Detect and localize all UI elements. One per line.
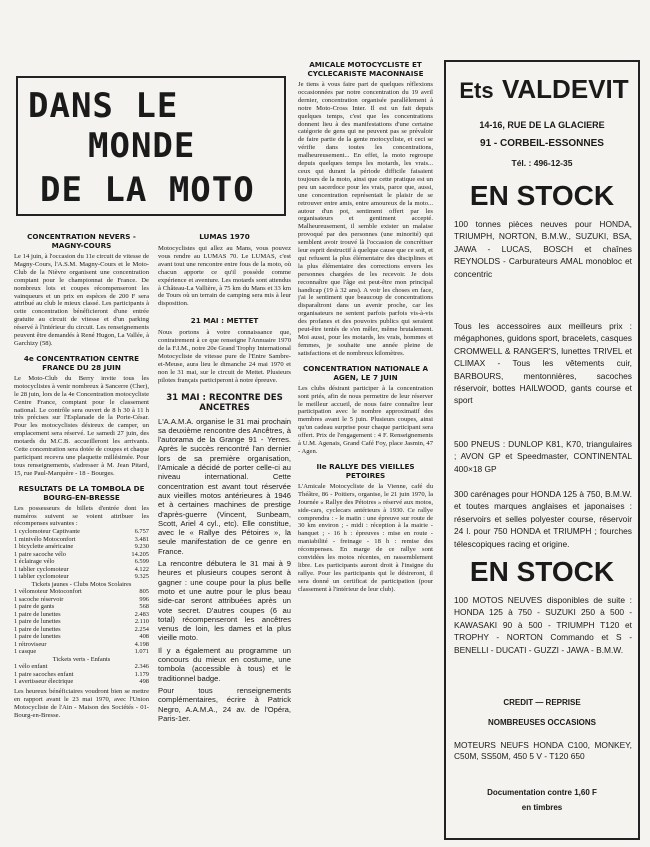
headline-line-2: MONDE xyxy=(88,126,196,166)
tombola-list-item xyxy=(14,588,149,596)
tombola-list-item xyxy=(14,603,149,611)
ad-stock-1-text-2: Tous les accessoires aux meilleurs prix : mégaphones, guidons sport, bracelets, casques CROMWELL & RANGER'S, lunettes TRIVEL et CLIMAX - Tous les vêtements cuir, BARBOURS, mentonnières, sacoches réservoir, bottes HAILWOOD, gants course et sport xyxy=(454,321,632,406)
tombola-list-item xyxy=(14,528,149,536)
ad-address-2: 91 - CORBEIL-ESSONNES xyxy=(480,138,604,149)
tombola-prize: 1 tablier cyclomoteur xyxy=(14,565,69,573)
tombola-prize: 1 rétroviseur xyxy=(14,640,47,648)
tombola-prize: 1 paire de gants xyxy=(14,603,55,611)
tombola-list-item xyxy=(14,566,149,574)
section-ancetres-p1: L'A.A.M.A. organise le 31 mai prochain sa deuxième rencontre des Ancêtres, à l'autorama de la Grange 91 - Yerres. Après le succès rencontré l'an dernier lors de sa première organisation, l'Amicale a décidé de porter celle-ci au niveau international. Cette concentration est avant tout réservée aux vieilles motos antérieures à 1946 et à certaines machines de prestige d'après-guerre (Vincent, Sunbeam, Scott, Ariel 4 cyl., etc). Elle constitue, avec le « Rallye des Pétoires », la seule manifestation de ce genre en France. xyxy=(158,416,291,556)
section-lumas-title: LUMAS 1970 xyxy=(199,232,250,241)
tombola-list-item xyxy=(14,543,149,551)
tombola-prize: 1 avertisseur électrique xyxy=(14,678,74,686)
tombola-prize: 1 paire de lunettes xyxy=(14,610,61,618)
section-ancetres-title: 31 MAI : RECONTRE DES ANCETRES xyxy=(166,392,283,413)
tombola-prize: 1 paire sacoche vélo xyxy=(14,550,66,558)
tombola-prize: 1 tablier cyclomoteur xyxy=(14,573,69,581)
tombola-number: 1.071 xyxy=(134,648,149,656)
tombola-list-item xyxy=(14,626,149,634)
ad-stock-1-text-3: 500 PNEUS : DUNLOP K81, K70, triangulaires ; AVON GP et Speedmaster, CONTINENTAL 400×18 GP xyxy=(454,439,632,474)
tombola-list-item xyxy=(14,663,149,671)
section-rallye-title: IIe RALLYE DES VIEILLES PETOIRES xyxy=(316,461,415,480)
tombola-list-3 xyxy=(14,663,149,686)
section-agen-body: Les clubs désirant participer à la concentration sont priés, afin de nous permettre de leur réserver le meilleur accueil, de nous faire connaître leur participation avec le nombre approximatif des membres avant le 5 juin. Plusieurs coupes, ainsi qu'un cadeau surprise pour chaque participant sera offert. Prix de l'engagement : 4 F. Renseignements à U.M. Agenais, Grand Café Foy, place Jasmin, 47 - Agen. xyxy=(298,384,433,455)
section-lumas-body: Motocyclistes qui allez au Mans, vous pouvez vous rendre au LUMAS 70. Le LUMAS, c'est avant tout une rencontre entre fous de la moto, où chacun apporte ce qu'il possède comme expérience et aventure. Les motards sont attendus à Château-La Vallière, à 75 km du Mans et 33 km de Tours où un terrain de camping sera mis à leur disposition. xyxy=(158,245,291,308)
section-rallye-body: L'Amicale Motocycliste de la Vienne, café du Théâtre, 86 - Poitiers, organise, le 21 juin 1970, la Journée « Rallye des Pétoires » réservé aux motos, side-cars, cyclecars antérieurs à 1930. Ce rallye comprendra : - le matin : une épreuve sur route de 30 km environ ; - midi : réception à la mairie - banquet ; - 16 h : épreuves : mise en route - maniabilité - freinage - 18 h : remise des récompenses. En marge de ce rallye sont convidées les motos récentes, en rassemblement libre. Les participants auront droit à l'insigne du rallye. Pour les participants qui le désireront, il sera donné un certificat de participation (pour classement à l'intérieur de leur club). xyxy=(298,482,433,593)
section-tombola-outro: Les heureux bénéficiaires voudront bien se mettre en rapport avant le 23 mai 1970, avec l'Union Motocycliste de l'Ain - Maison des Sociétés - 01-Bourg-en-Bresse. xyxy=(14,687,149,719)
tombola-prize: 1 vélo enfant xyxy=(14,663,48,671)
section-ancetres-p2: La rencontre débutera le 31 mai à 9 heures et plusieurs coupes seront à gagner : une coupe pour la plus belle moto et une autre pour le plus beau side-car seront attribuées après un vote secret. D'autres coupes (6 au total) récompenseront les ancêtres venus de loin, les dames et la plus vieille moto. xyxy=(158,559,291,643)
tombola-number: 498 xyxy=(139,678,149,686)
tombola-prize: 1 éclairage vélo xyxy=(14,558,55,566)
tombola-prize: 1 casque xyxy=(14,648,37,656)
tombola-list-item xyxy=(14,596,149,604)
section-amicale-body: Je tiens à vous faire part de quelques réflexions occasionnées par notre concentration du 19 avril dernier, concentration organisée parallèlement à notre Moto-Cross Inter. Il est un fait depuis quelques temps, c'est que les concentrations donnent lieu à des manifestations d'une certaine catégorie de gens qui ne peuvent pas se prévaloir de faire partie de la gente motocycliste, et ceci se vérifie dans toutes les concentrations, malheureusement... En effet, la moto regroupe depuis quelques temps les motards, les vrais... ceux qui durant la période difficile faisaient toujours de la moto, ainsi que cette pratique est un peu un sacerdoce pour les vrais, parce que, aussi, une concentration représentait le plaisir de se retrouver entre amis, entre amoureux de la moto... autour d'un pot, sentiment offert par les organisateurs et gentiment accepté. Malheureusement, il semble exister un malaise provoqué par des personnes (une minorité) qui semblent avoir trouvé là l'occasion de concrétiser leur esprit destructif à quelque cause que ce soit, et qui refusent la plus élémentaire des disciplines et la plus élémentaire des corrections envers les personnes chargées de les recevoir. Je dois reconnaître que l'âge est peut-être mon principal handicap (19 à 32 ans). A voir les choses en face, j'ai le sentiment que beaucoup de concentrations disparaîtront dans un avenir proche, car les organisateurs ne sentent parfois parfois vis-à-vis des profanes et des pouvoirs publics qui seraient peut-être tentés de s'en mêler, même brutalement. Moi aussi, pour les motards, les vrais, hommes et femmes, je souhaite une année pleine de satisfactions et de nombreux kilomètres. xyxy=(298,81,433,357)
tombola-prize: 1 paire de lunettes xyxy=(14,625,61,633)
section-amicale-title: AMICALE MOTOCYCLISTE ET CYCLECARISTE MACONNAISE xyxy=(307,60,424,78)
tombola-list-item xyxy=(14,558,149,566)
tombola-prize: 1 paire de lunettes xyxy=(14,633,61,641)
column-1 xyxy=(14,232,149,838)
tombola-number: 1.179 xyxy=(134,670,149,678)
section-ancetres-p3: Il y a également au programme un concours du mieux en costume, une tombola (accessible à tous) et le traditionnel badge. xyxy=(158,645,291,683)
tombola-number: 2.254 xyxy=(134,625,149,633)
section-mettet-title: 21 MAI : METTET xyxy=(190,316,259,326)
tombola-prize: 1 cyclomoteur Captivante xyxy=(14,528,81,536)
tombola-list-item xyxy=(14,611,149,619)
section-centre-france-title: 4e CONCENTRATION CENTRE FRANCE DU 28 JUIN xyxy=(23,353,140,372)
tombola-list-item xyxy=(14,551,149,559)
section-agen-title: CONCENTRATION NATIONALE A AGEN, LE 7 JUIN xyxy=(302,363,429,382)
ad-address-1: 14-16, RUE DE LA GLACIERE xyxy=(479,120,605,130)
tombola-number: 4.122 xyxy=(134,565,149,573)
tombola-number: 3.481 xyxy=(134,535,149,543)
tombola-list-3-title: Tickets verts - Enfants xyxy=(52,655,111,663)
tombola-number: 4.198 xyxy=(134,640,149,648)
tombola-number: 2.483 xyxy=(134,610,149,618)
ad-documentation: Documentation contre 1,60 F xyxy=(487,788,597,797)
ad-brand-name: VALDEVIT xyxy=(501,74,629,104)
section-mettet-body: Nous portons à votre connaissance que, contrairement à ce que renseigne l'Annuaire 1970 de la F.I.M., notre 20e Grand Trophy International Motocycliste de vitesse pure de l'Entre Sambre-et-Meuse, aura lieu le dimanche 24 mai 1970 et non le 31 mai, sur le circuit de Mettet. Plusieurs pilotes français participeront à notre épreuve. xyxy=(158,329,291,384)
tombola-number: 805 xyxy=(139,588,149,596)
ad-brand xyxy=(454,72,634,108)
ad-occasions: NOMBREUSES OCCASIONS xyxy=(487,718,596,727)
column-2 xyxy=(158,232,291,838)
tombola-number: 14.205 xyxy=(131,550,149,558)
tombola-list-item xyxy=(14,573,149,581)
tombola-prize: 1 minivélo Motoconfort xyxy=(14,535,76,543)
section-nevers-body: Le 14 juin, à l'occasion du 11e circuit de vitesse de Magny-Cours, l'A.S.M. Magny-Cours et le Moto-Club de la Nièvre organisent une concentration comptant pour le championnat de France. De nombreux lots et coupes récompenseront les vainqueurs et un prix en espèces de 200 F sera attribué au club le mieux classé. Les participants à cette concentration bénéficieront d'une entrée gratuite au circuit de vitesse et d'un parking réservé à l'intérieur du circuit. Les renseignements peuvent être demandés à René Hugon, La Vallée, à Garchizy (58). xyxy=(14,253,149,347)
tombola-number: 408 xyxy=(139,633,149,641)
tombola-number: 6.599 xyxy=(134,558,149,566)
tombola-prize: 1 vélomoteur Motoconfort xyxy=(14,588,82,596)
ad-stock-heading-1: EN STOCK xyxy=(469,180,615,211)
tombola-list-2 xyxy=(14,588,149,656)
tombola-number: 2.346 xyxy=(134,663,149,671)
tombola-number: 568 xyxy=(139,603,149,611)
headline-box xyxy=(16,76,286,216)
tombola-number: 9.325 xyxy=(134,573,149,581)
tombola-prize: 1 paire de lunettes xyxy=(14,618,61,626)
section-centre-france-body: Le Moto-Club du Berry invite tous les motocyclistes à venir nombreux à Sancerre (Cher), le 28 juin, lors de la 4e Concentration motocycliste Centre France, comptant pour le classement national. Le contrôle sera ouvert de 8 h 30 à 11 h très précises sur l'Esplanade de la Porte-César. Pour les motocyclistes désireux de camper, un emplacement sera réservé. Le samedi 27 juin, des motards du M.C.B. accueilleront les arrivants. Cette concentration sera dotée de coupes et chaque participant recevra une plaquette millésimée. Pour tous renseignements, s'adresser à M. Jean Pitard, 15, rue Paul-Marquère - 18 - Bourges. xyxy=(14,374,149,477)
tombola-prize: 1 sacoche réservoir xyxy=(14,595,64,603)
tombola-list-item xyxy=(14,678,149,686)
tombola-prize: 1 paire sacoches enfant xyxy=(14,670,74,678)
tombola-list-item xyxy=(14,618,149,626)
section-ancetres-p4: Pour tous renseignements complémentaires, écrire à Patrick Negro, A.A.M.A., 24 av. de l'Opéra, Paris-1er. xyxy=(158,685,291,723)
tombola-prize: 1 bicyclette américaine xyxy=(14,543,74,551)
section-tombola-title: RESULTATS DE LA TOMBOLA DE BOURG-EN-BRESSE xyxy=(18,483,145,502)
headline-line-3: DE LA MOTO xyxy=(40,170,255,210)
tombola-list-item xyxy=(14,648,149,656)
tombola-list-item xyxy=(14,641,149,649)
ad-credit: CREDIT — REPRISE xyxy=(503,698,581,707)
ad-telephone: Tél. : 496-12-35 xyxy=(511,158,573,168)
ad-stock-1-text-4: 300 carénages pour HONDA 125 à 750, B.M.W. et toutes marques anglaises et japonaises : réservoirs et selles polyester course, réservoir 24 l. pour 750 HONDA et TRIUMPH ; fourches télescopiques racing et origine. xyxy=(454,489,632,549)
tombola-number: 6.757 xyxy=(134,528,149,536)
tombola-list-item xyxy=(14,671,149,679)
column-3 xyxy=(298,60,433,838)
ad-brand-prefix: Ets xyxy=(459,78,494,103)
tombola-number: 996 xyxy=(139,595,149,603)
ad-moteurs: MOTEURS NEUFS HONDA C100, MONKEY, C50M, SS50M, 450 5 V - T120 650 xyxy=(454,740,632,761)
headline-line-1: DANS LE xyxy=(28,86,179,126)
ad-stock-1-text: 100 tonnes pièces neuves pour HONDA, TRIUMPH, NORTON, B.M.W., SUZUKI, BSA, JAWA - LUCAS, BOSCH et chaînes REYNOLDS - Carburateurs AMAL monobloc et concentric xyxy=(454,219,632,279)
section-tombola-intro: Les possesseurs de billets d'entrée dont les numéros suivent se voient attribuer les récompenses suivantes : xyxy=(14,504,149,528)
tombola-list-item xyxy=(14,633,149,641)
tombola-list-item xyxy=(14,536,149,544)
ad-stock-2-text: 100 MOTOS NEUVES disponibles de suite : HONDA 125 à 750 - SUZUKI 250 à 500 - KAWASAKI 90 à 500 - TRIUMPH T120 et TROPHY - NORTON Commando et S - BENELLI - DUCATI - GUZZI - JAWA - B.M.W. xyxy=(454,595,632,655)
tombola-list-1 xyxy=(14,528,149,581)
valdevit-ad xyxy=(444,60,640,840)
tombola-number: 9.230 xyxy=(134,543,149,551)
ad-stock-heading-2: EN STOCK xyxy=(469,556,615,587)
section-nevers-title: CONCENTRATION NEVERS - MAGNY-COURS xyxy=(27,232,136,250)
tombola-list-2-title: Tickets jaunes - Clubs Motos Scolaires xyxy=(31,580,132,588)
ad-documentation-2: en timbres xyxy=(521,803,563,812)
tombola-number: 2.110 xyxy=(134,618,149,626)
